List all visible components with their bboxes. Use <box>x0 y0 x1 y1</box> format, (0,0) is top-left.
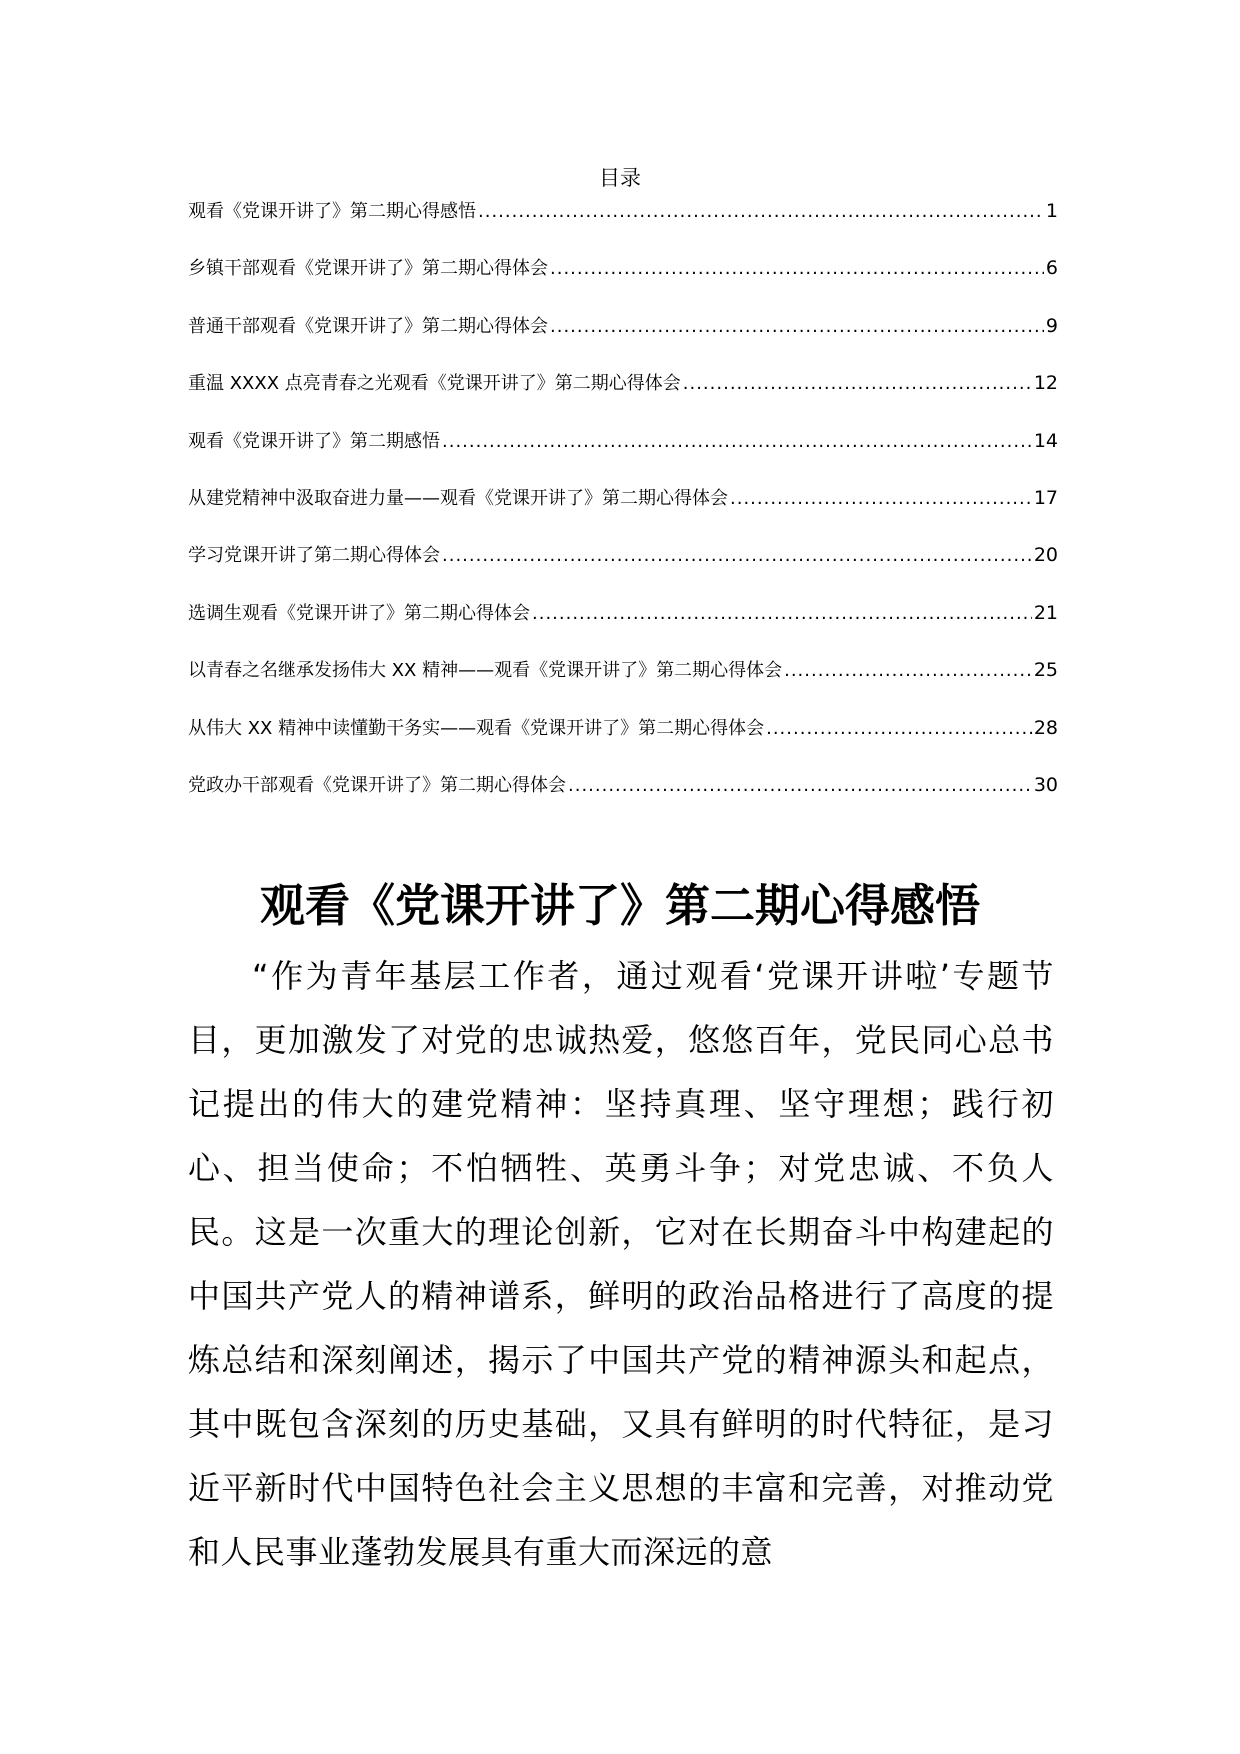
toc-entry[interactable] <box>188 196 1058 253</box>
toc-entry[interactable] <box>188 426 1058 483</box>
toc-entry[interactable] <box>188 540 1058 597</box>
toc-entry[interactable] <box>188 655 1058 712</box>
toc-entry-page-number: 14 <box>1033 429 1058 452</box>
toc-entry-title: 从伟大 XX 精神中读懂勤干务实——观看《党课开讲了》第二期心得体会 <box>188 717 765 739</box>
toc-entry-page-number: 17 <box>1033 486 1058 509</box>
toc-dot-leader <box>766 714 1032 744</box>
toc-entry-page-number: 20 <box>1033 544 1058 567</box>
toc-heading: 目录 <box>599 166 641 190</box>
toc-entry-page-number: 30 <box>1033 773 1058 796</box>
toc-entry-title: 观看《党课开讲了》第二期心得感悟 <box>188 201 476 222</box>
toc-entry-page-number: 12 <box>1033 372 1058 395</box>
toc-entry-title: 乡镇干部观看《党课开讲了》第二期心得体会 <box>188 258 548 280</box>
toc-dot-leader <box>550 254 1044 284</box>
toc-entry-title: 以青春之名继承发扬伟大 XX 精神——观看《党课开讲了》第二期心得体会 <box>188 660 783 682</box>
toc-entry-page-number: 28 <box>1033 716 1058 739</box>
toc-entry-title: 选调生观看《党课开讲了》第二期心得体会 <box>188 602 530 624</box>
article-paragraph: “作为青年基层工作者，通过观看‘党课开讲啦’专题节目，更加激发了对党的忠诚热爱，悠悠百年，党民同心总书记提出的伟大的建党精神：坚持真理、坚守理想；践行初心、担当使命；不怕牺牲、英勇斗争；对党忠诚、不负人民。这是一次重大的理论创新，它对在长期奋斗中构建起的中国共产党人的精神谱系，鲜明的政治品格进行了高度的提炼总结和深刻阐述，揭示了中国共产党的精神源头和起点，其中既包含深刻的历史基础，又具有鲜明的时代特征，是习近平新时代中国特色社会主义思想的丰富和完善，对推动党和人民事业蓬勃发展具有重大而深远的意 <box>188 957 1054 1571</box>
toc-dot-leader <box>442 541 1032 571</box>
toc-entry-title: 学习党课开讲了第二期心得体会 <box>188 545 440 567</box>
toc-dot-leader <box>478 197 1044 227</box>
toc-entry-page-number: 21 <box>1033 601 1058 624</box>
toc-entry-page-number: 25 <box>1033 659 1058 682</box>
toc-dot-leader <box>784 656 1032 686</box>
toc-entry-title: 普通干部观看《党课开讲了》第二期心得体会 <box>188 315 548 337</box>
toc-entry[interactable] <box>188 253 1058 310</box>
toc-entry-title: 观看《党课开讲了》第二期感悟 <box>188 430 440 452</box>
toc-entry[interactable] <box>188 483 1058 540</box>
toc-entry-title: 党政办干部观看《党课开讲了》第二期心得体会 <box>188 774 566 796</box>
toc-dot-leader <box>683 369 1032 399</box>
toc-entry-page-number: 9 <box>1045 314 1058 337</box>
toc-entry[interactable] <box>188 368 1058 425</box>
toc-dot-leader <box>730 484 1032 514</box>
toc-entry-page-number: 6 <box>1045 257 1058 280</box>
toc-entry-page-number: 1 <box>1045 200 1058 222</box>
toc-entry[interactable] <box>188 311 1058 368</box>
toc-entry[interactable] <box>188 713 1058 770</box>
toc-entry-title: 重温 XXXX 点亮青春之光观看《党课开讲了》第二期心得体会 <box>188 373 681 395</box>
toc-entry-title: 从建党精神中汲取奋进力量——观看《党课开讲了》第二期心得体会 <box>188 487 728 509</box>
toc-dot-leader <box>532 599 1032 629</box>
toc-entry[interactable] <box>188 770 1058 827</box>
toc-dot-leader <box>442 427 1032 457</box>
toc-dot-leader <box>568 771 1032 801</box>
toc-dot-leader <box>550 312 1044 342</box>
toc-entry[interactable] <box>188 598 1058 655</box>
table-of-contents <box>188 196 1058 827</box>
article-title: 观看《党课开讲了》第二期心得感悟 <box>259 879 980 933</box>
